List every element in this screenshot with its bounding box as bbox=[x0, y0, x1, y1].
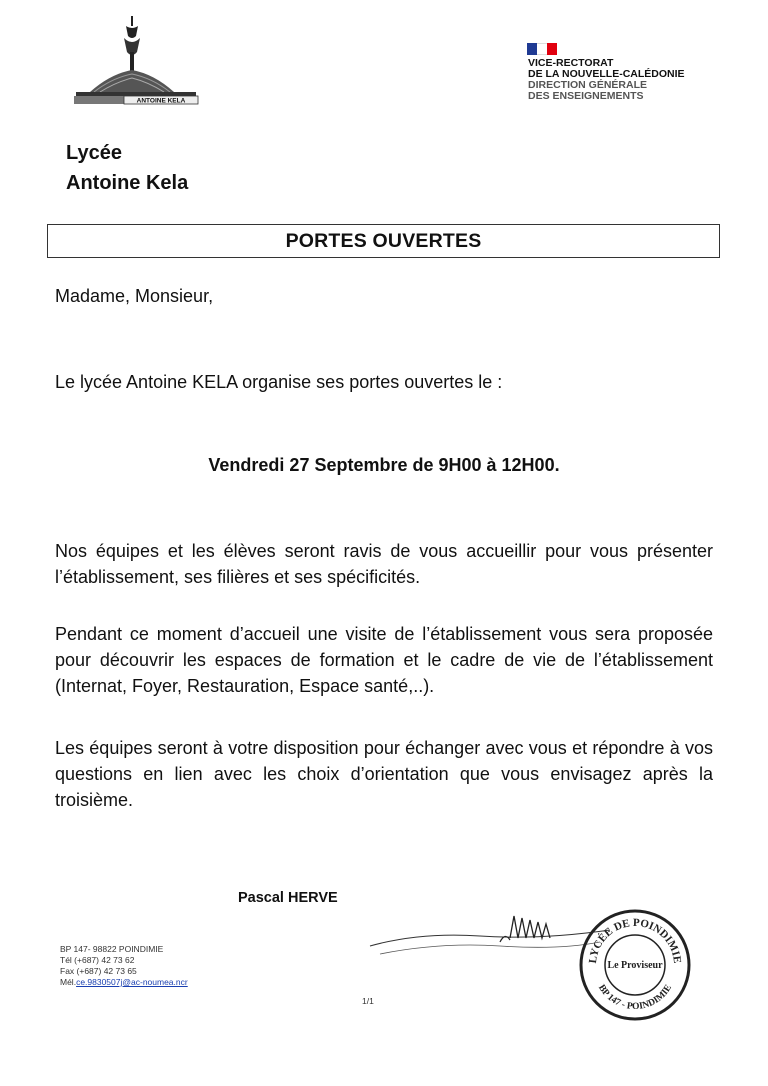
paragraph: Nos équipes et les élèves seront ravis de vous accueillir pour vous présenter l’établissement, ses filières et ses spécificités. bbox=[55, 541, 713, 587]
official-stamp bbox=[578, 908, 692, 1022]
footer-tel: Tél (+687) 42 73 62 bbox=[60, 955, 135, 965]
school-logo bbox=[70, 12, 200, 108]
document-title: PORTES OUVERTES bbox=[285, 229, 482, 252]
ministry-line: VICE-RECTORAT bbox=[528, 57, 614, 69]
title-box bbox=[47, 224, 720, 258]
signatory-name: Pascal HERVE bbox=[238, 890, 338, 906]
ministry-line: DE LA NOUVELLE-CALÉDONIE bbox=[528, 68, 685, 80]
page-number: 1/1 bbox=[362, 996, 374, 1006]
stamp-top-text: LYCÉE DE POINDIMIE bbox=[586, 916, 684, 964]
intro-sentence: Le lycée Antoine KELA organise ses portes ouvertes le : bbox=[55, 372, 503, 392]
school-name bbox=[66, 138, 188, 198]
stamp-bottom-text: BP 147 - POINDIMIE bbox=[595, 983, 675, 1013]
greeting: Madame, Monsieur, bbox=[55, 286, 214, 306]
ministry-header bbox=[528, 58, 685, 102]
ministry-line: DES ENSEIGNEMENTS bbox=[528, 90, 644, 102]
paragraph: Pendant ce moment d’accueil une visite de l’établissement vous sera proposée pour découvrir les espaces de formation et le cadre de vie de l’établissement (Internat, Foyer, Restauration, Espace santé,..). bbox=[55, 624, 713, 696]
school-name-line2: Antoine Kela bbox=[66, 172, 189, 194]
svg-text:BP 147 - POINDIMIE bbox=[596, 983, 674, 1012]
footer-mail-row bbox=[60, 977, 188, 988]
footer-mail-prefix: Mél. bbox=[60, 977, 77, 987]
ministry-line: DIRECTION GÉNÉRALE bbox=[528, 79, 648, 91]
event-date: Vendredi 27 Septembre de 9H00 à 12H00. bbox=[208, 455, 560, 475]
school-name-line1: Lycée bbox=[66, 142, 122, 164]
stamp-center-text: Le Proviseur bbox=[607, 960, 663, 971]
footer-fax: Fax (+687) 42 73 65 bbox=[60, 966, 137, 976]
flag-icon bbox=[527, 42, 557, 54]
footer-contact bbox=[60, 944, 188, 988]
footer-address: BP 147- 98822 POINDIMIE bbox=[60, 944, 164, 954]
logo-wordmark: ANTOINE KELA bbox=[136, 97, 186, 105]
paragraph: Les équipes seront à votre disposition pour échanger avec vous et répondre à vos questions en lien avec les choix d’orientation que vous envisagez après la troisième. bbox=[55, 738, 713, 810]
footer-mail-link[interactable]: ce.9830507j@ac-noumea.ncr bbox=[76, 977, 188, 987]
